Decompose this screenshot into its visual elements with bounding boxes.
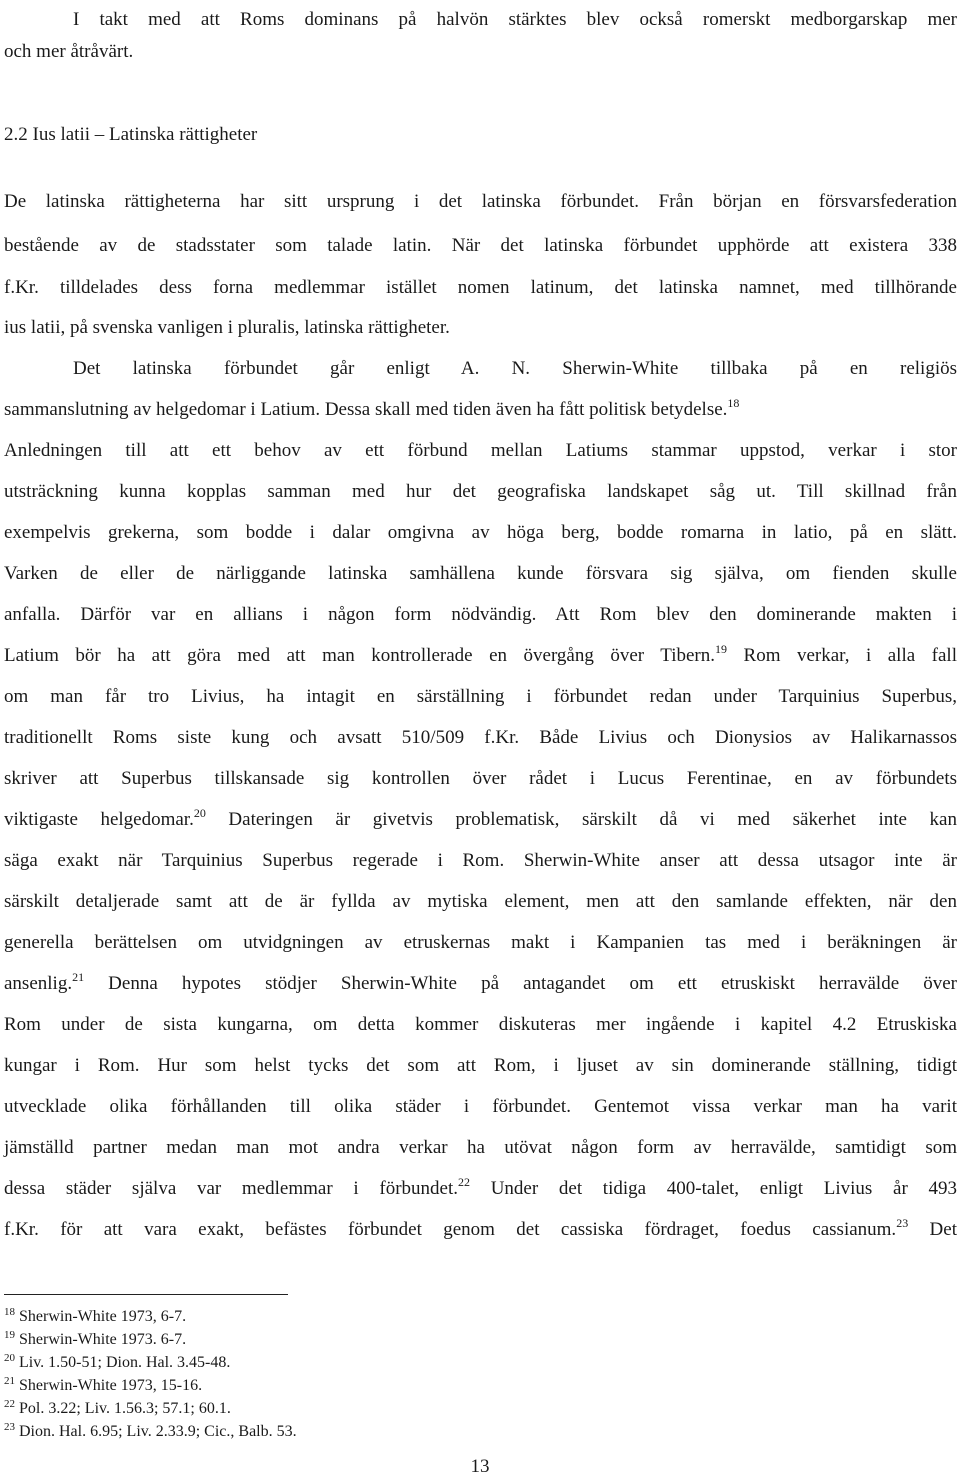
body-line: Latium bör ha att göra med att man kontrollerade en övergång över Tibern.$^{19}$ Rom verkar, i alla fall	[4, 642, 957, 666]
body-line: om man får tro Livius, ha intagit en särställning i förbundet redan under Tarquinius Superbus,	[4, 686, 957, 707]
body-line: kungar i Rom. Hur som helst tycks det som att Rom, i ljuset av sin dominerande ställning, tidigt	[4, 1055, 957, 1076]
body-line: bestående av de stadsstater som talade latin. När det latinska förbundet upphörde att existera 338	[4, 235, 957, 256]
body-line: skriver att Superbus tillskansade sig kontrollen över rådet i Lucus Ferentinae, en av förbundets	[4, 768, 957, 789]
body-line: sammanslutning av helgedomar i Latium. Dessa skall med tiden även ha fått politisk betydelse.$^{18}$	[4, 396, 740, 420]
body-line: viktigaste helgedomar.$^{20}$ Dateringen är givetvis problematisk, särskilt då vi med säkerhet inte kan	[4, 806, 957, 830]
footnote: $^{20}$ Liv. 1.50-51; Dion. Hal. 3.45-48.	[4, 1352, 231, 1371]
footnote-ref: 21	[72, 970, 85, 984]
footnote-ref: 20	[193, 806, 206, 820]
body-line: Rom under de sista kungarna, om detta kommer diskuteras mer ingående i kapitel 4.2 Etruskiska	[4, 1014, 957, 1035]
footnote-ref: 22	[457, 1175, 470, 1189]
footnote: $^{22}$ Pol. 3.22; Liv. 1.56.3; 57.1; 60.1.	[4, 1398, 231, 1417]
body-line: De latinska rättigheterna har sitt ursprung i det latinska förbundet. Från början en försvarsfederation	[4, 191, 957, 212]
section-heading: 2.2 Ius latii – Latinska rättigheter	[4, 124, 258, 145]
body-line: f.Kr. tilldelades dess forna medlemmar istället nomen latinum, det latinska namnet, med tillhörande	[4, 277, 957, 298]
page-number: 13	[470, 1456, 490, 1477]
body-line: utvecklade olika förhållanden till olika städer i förbundet. Gentemot vissa verkar man ha varit	[4, 1096, 957, 1117]
body-line: säga exakt när Tarquinius Superbus regerade i Rom. Sherwin-White anser att dessa utsagor inte är	[4, 850, 957, 871]
body-line: Anledningen till att ett behov av ett förbund mellan Latiums stammar uppstod, verkar i stor	[4, 440, 957, 461]
body-line: traditionellt Roms siste kung och avsatt 510/509 f.Kr. Både Livius och Dionysios av Halikarnassos	[4, 727, 957, 748]
body-line: Det latinska förbundet går enligt A. N. Sherwin-White tillbaka på en religiös	[73, 358, 957, 379]
body-line: dessa städer själva var medlemmar i förbundet.$^{22}$ Under det tidiga 400-talet, enligt Livius år 493	[4, 1175, 957, 1199]
body-line: utsträckning kunna kopplas samman med hur det geografiska landskapet såg ut. Till skillnad från	[4, 481, 957, 502]
body-line: jämställd partner medan man mot andra verkar ha utövat någon form av herravälde, samtidigt som	[4, 1137, 957, 1158]
body-line: f.Kr. för att vara exakt, befästes förbundet genom det cassiska fördraget, foedus cassianum.$^{23}$ Det	[4, 1216, 957, 1240]
footnote-ref: 23	[896, 1216, 909, 1230]
body-line: och mer åtråvärt.	[4, 41, 134, 62]
body-line: Varken de eller de närliggande latinska samhällena kunde försvara sig själva, om fienden skulle	[4, 563, 957, 584]
footnote: $^{19}$ Sherwin-White 1973. 6-7.	[4, 1329, 187, 1348]
body-line: anfalla. Därför var en allians i någon form nödvändig. Att Rom blev den dominerande makten i	[4, 604, 957, 625]
body-line: I takt med att Roms dominans på halvön stärktes blev också romerskt medborgarskap mer	[73, 9, 957, 30]
footnote: $^{23}$ Dion. Hal. 6.95; Liv. 2.33.9; Cic., Balb. 53.	[4, 1421, 297, 1440]
footnote-divider	[4, 1294, 288, 1295]
footnote-ref: 19	[715, 642, 728, 656]
footnote: $^{18}$ Sherwin-White 1973, 6-7.	[4, 1306, 187, 1325]
body-line: ansenlig.$^{21}$ Denna hypotes stödjer Sherwin-White på antagandet om ett etruskiskt herravälde över	[4, 970, 957, 994]
footnote-ref: 18	[727, 396, 740, 410]
body-line: exempelvis grekerna, som bodde i dalar omgivna av höga berg, bodde romarna in latio, på en slätt.	[4, 522, 957, 543]
body-line: generella berättelsen om utvidgningen av etruskernas makt i Kampanien tas med i beräkningen är	[4, 932, 957, 953]
body-line: särskilt detaljerade samt att de är fyllda av mytiska element, men att den samlande effekten, när den	[4, 891, 957, 912]
body-line: ius latii, på svenska vanligen i pluralis, latinska rättigheter.	[4, 317, 450, 338]
footnote: $^{21}$ Sherwin-White 1973, 15-16.	[4, 1375, 203, 1394]
